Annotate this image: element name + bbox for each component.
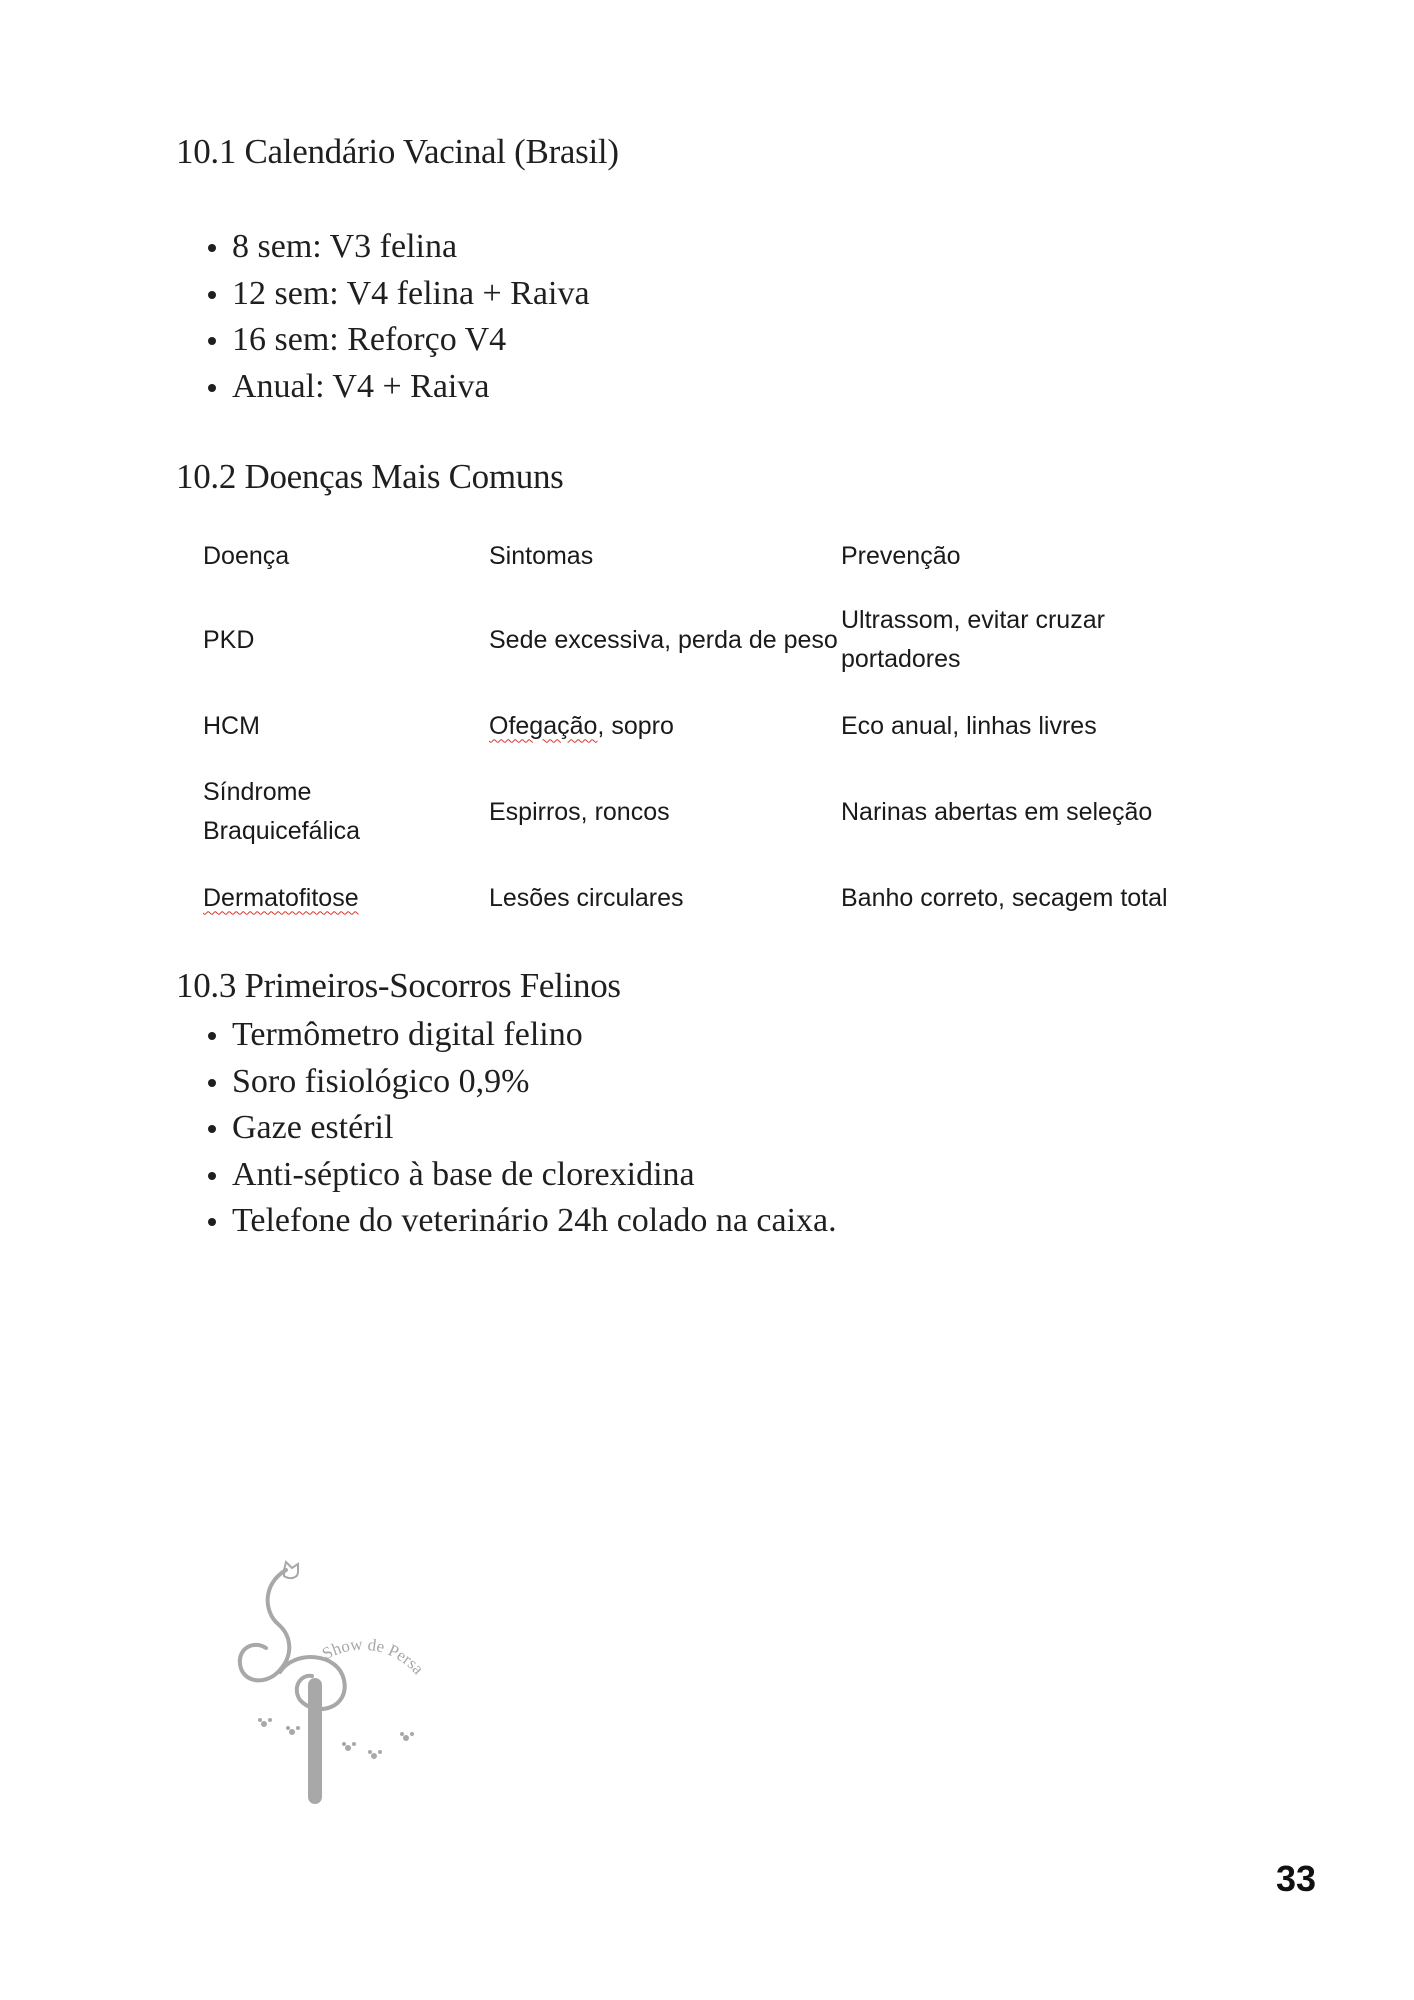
- cat-paw-sp-logo-icon: [234, 1560, 434, 1806]
- vaccine-schedule-list: [232, 224, 590, 410]
- list-item: Telefone do veterinário 24h colado na caixa.: [232, 1198, 837, 1245]
- table-cell-symptoms: Lesões circulares: [489, 883, 684, 912]
- svg-text:Show de Persa: [319, 1635, 428, 1679]
- section-heading-first-aid: 10.3 Primeiros-Socorros Felinos: [176, 966, 621, 1005]
- page-number: 33: [1275, 1858, 1316, 1899]
- logo-text: Show de Persa: [318, 1634, 428, 1679]
- list-item: 8 sem: V3 felina: [232, 224, 590, 271]
- table-row: [203, 870, 1223, 926]
- table-cell-prevention: Ultrassom, evitar cruzar portadores: [841, 606, 1105, 673]
- section-heading-diseases: 10.2 Doenças Mais Comuns: [176, 457, 564, 496]
- list-item: Soro fisiológico 0,9%: [232, 1059, 837, 1106]
- table-cell-symptoms: Sede excessiva, perda de peso: [489, 625, 838, 654]
- spellcheck-word: Dermatofitose: [203, 883, 359, 912]
- list-item: Anti-séptico à base de clorexidina: [232, 1152, 837, 1199]
- list-item: 16 sem: Reforço V4: [232, 317, 590, 364]
- table-row: [203, 582, 1223, 698]
- table-header-row: [203, 530, 1223, 582]
- table-header-cell: Prevenção: [841, 541, 961, 570]
- table-cell-disease: [203, 879, 489, 918]
- list-item: 12 sem: V4 felina + Raiva: [232, 271, 590, 318]
- list-item: Gaze estéril: [232, 1105, 837, 1152]
- table-cell-prevention: Narinas abertas em seleção: [841, 797, 1153, 826]
- table-cell-disease: HCM: [203, 711, 260, 740]
- first-aid-list: [232, 1012, 837, 1245]
- list-item: Termômetro digital felino: [232, 1012, 837, 1059]
- section-heading-vaccines: 10.1 Calendário Vacinal (Brasil): [176, 132, 619, 171]
- diseases-table: [203, 530, 1223, 926]
- table-row: [203, 754, 1223, 870]
- table-cell-symptoms: [489, 707, 841, 746]
- table-cell-prevention: Eco anual, linhas livres: [841, 711, 1097, 740]
- table-header-cell: Sintomas: [489, 541, 594, 570]
- table-header-cell: Doença: [203, 541, 290, 570]
- table-cell-text: , sopro: [597, 711, 674, 740]
- table-row: [203, 698, 1223, 754]
- spellcheck-word: Ofegação: [489, 711, 598, 740]
- table-cell-disease: Síndrome Braquicefálica: [203, 778, 361, 845]
- list-item: Anual: V4 + Raiva: [232, 364, 590, 411]
- table-cell-disease: PKD: [203, 625, 255, 654]
- table-cell-symptoms: Espirros, roncos: [489, 797, 670, 826]
- table-cell-prevention: Banho correto, secagem total: [841, 883, 1168, 912]
